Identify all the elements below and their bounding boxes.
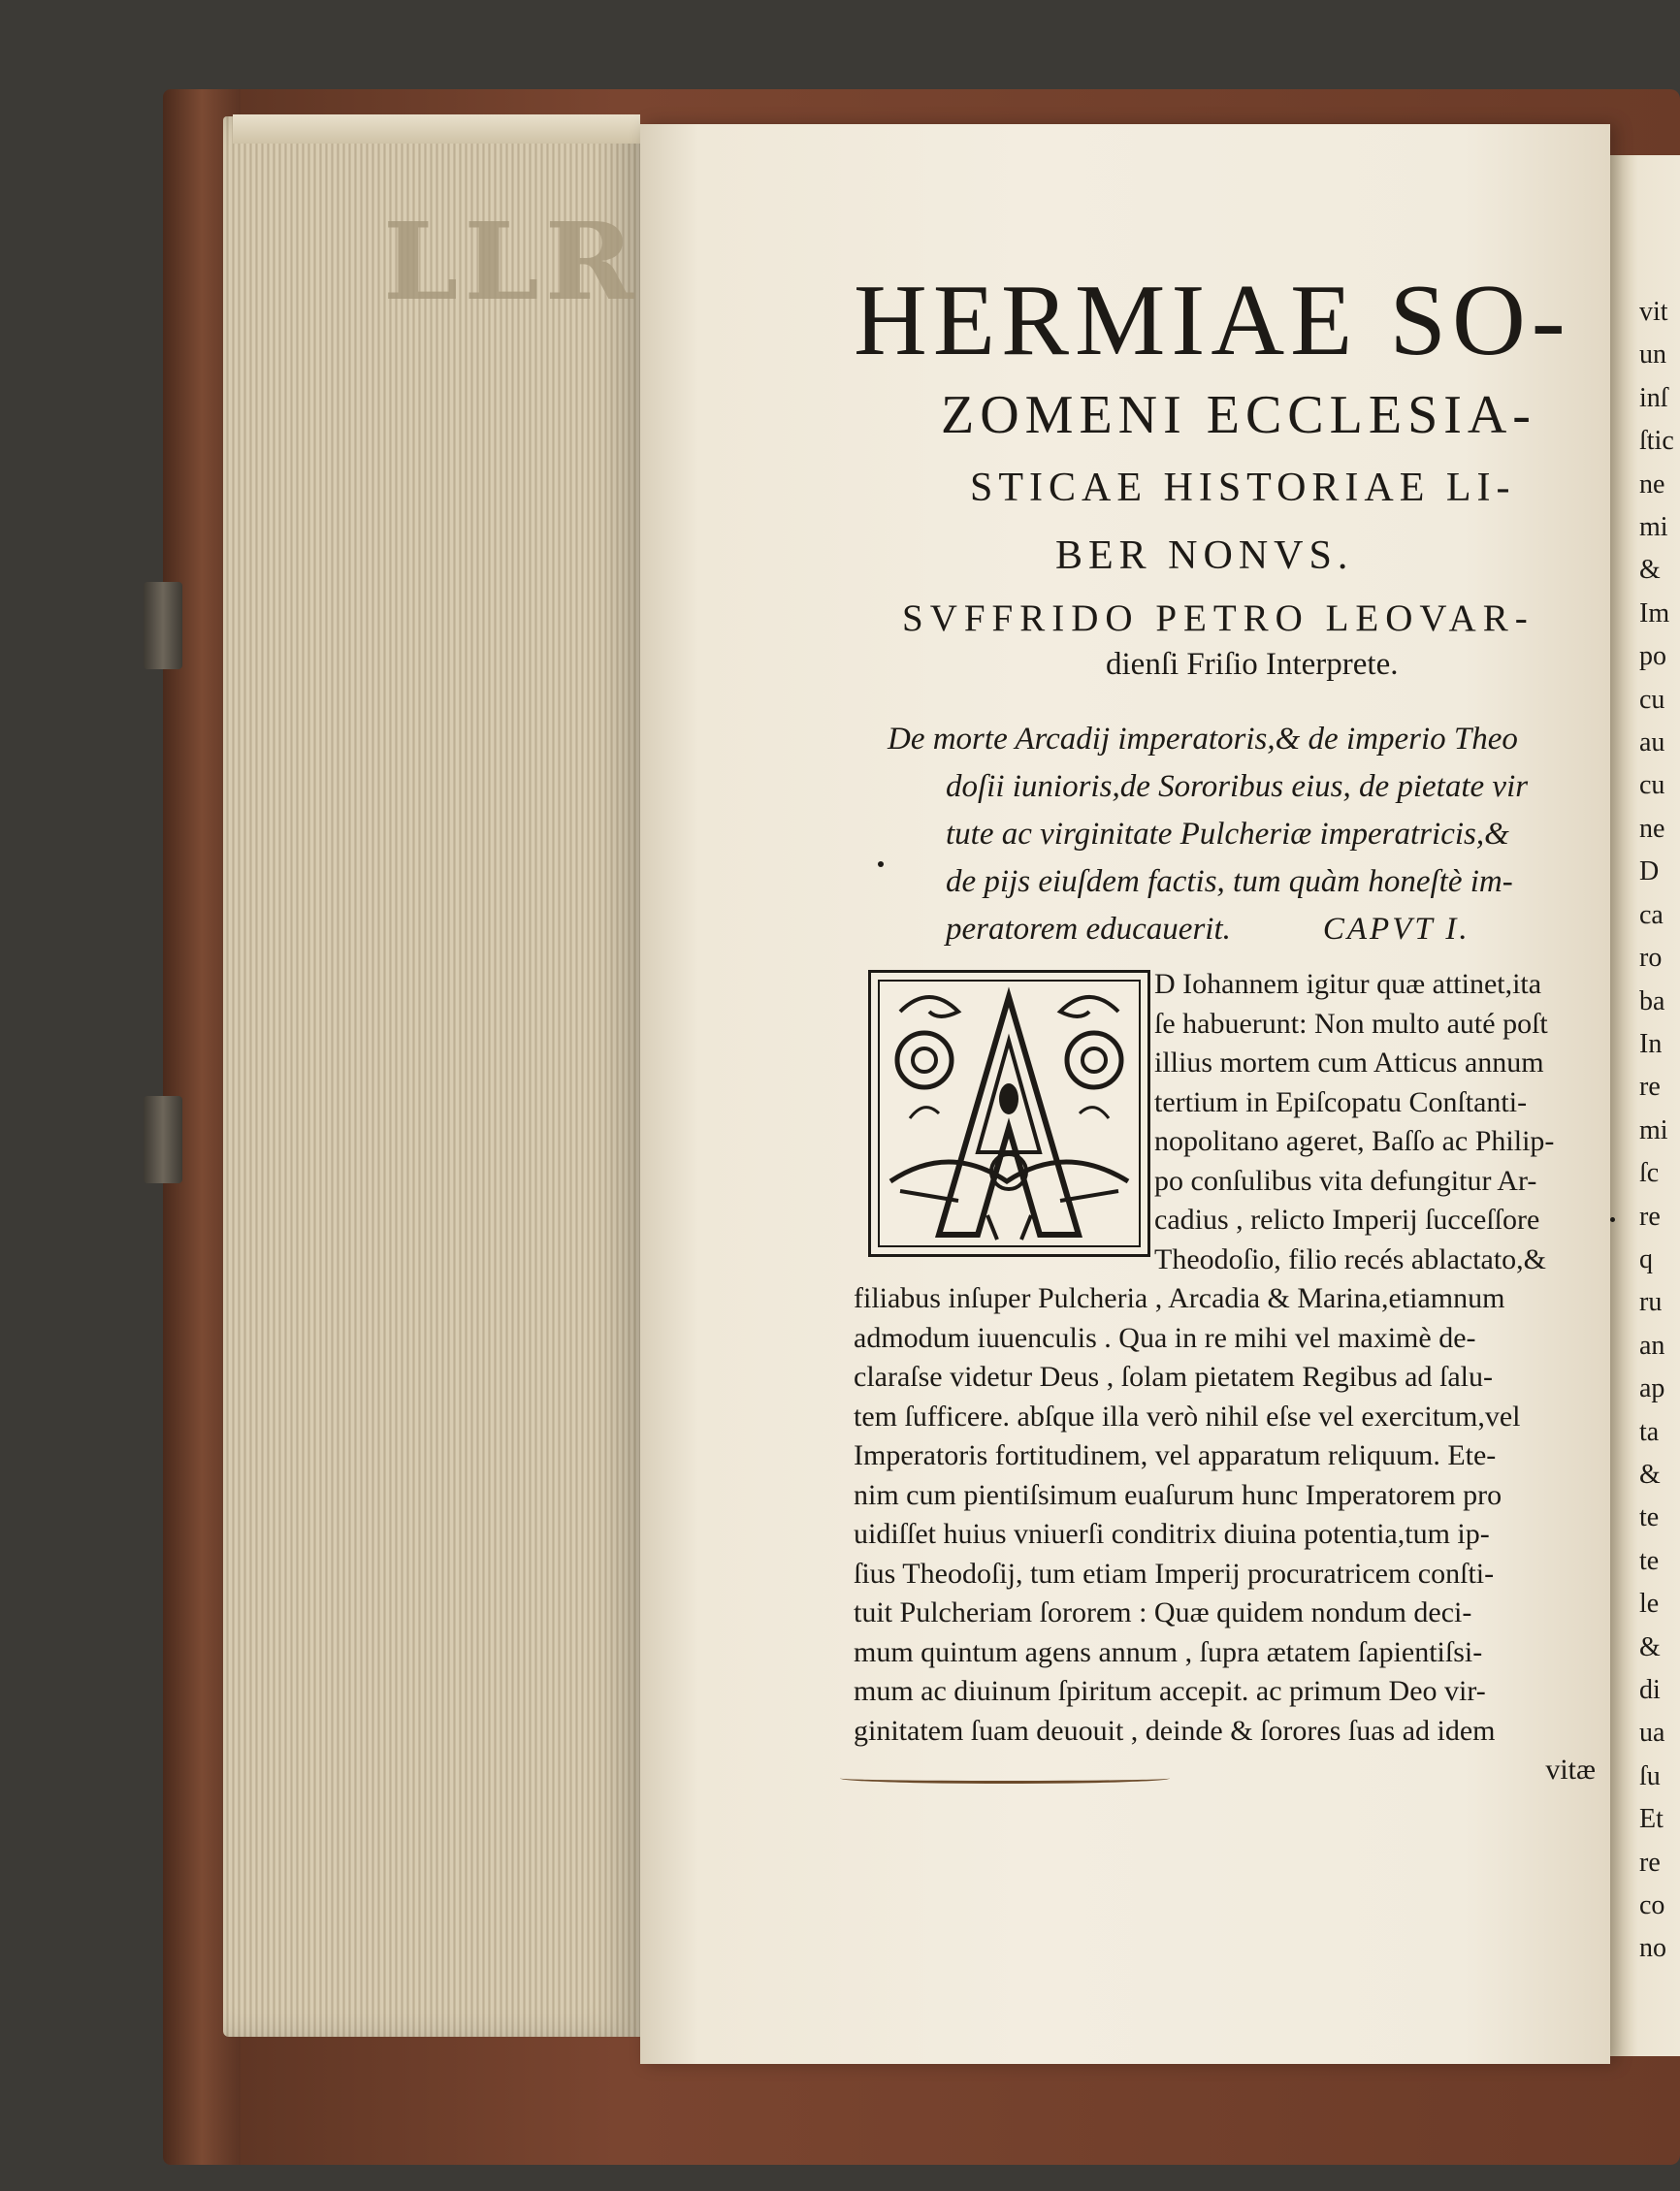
- facing-page-fragment: inſ: [1639, 382, 1668, 413]
- body-line: nim cum pientiſsimum euaſurum hunc Imperatorem pro: [854, 1478, 1502, 1511]
- chapter-heading: CAPVT I.: [1322, 912, 1470, 947]
- facing-page-fragment: &: [1639, 1631, 1661, 1662]
- margin-mark: [1610, 1217, 1615, 1222]
- body-line: ſe habuerunt: Non multo auté poſt: [1154, 1007, 1548, 1040]
- body-line: uidiſſet huius vniuerſi conditrix diuina potentia,tum ip-: [854, 1518, 1490, 1550]
- body-line: ſius Theodoſij, tum etiam Imperij procuratricem conſti-: [854, 1557, 1495, 1590]
- facing-page-fragment: cu: [1639, 770, 1665, 801]
- chapter-summary: [888, 716, 1605, 953]
- facing-page-fragment: re: [1639, 1201, 1661, 1232]
- body-line: Theodoſio, filio recés ablactato,&: [1154, 1242, 1547, 1275]
- facing-page-fragment: Et: [1639, 1804, 1664, 1835]
- facing-page-fragment: ne: [1639, 468, 1665, 499]
- facing-page-fragment: te: [1639, 1545, 1660, 1576]
- clasp-upper: [144, 582, 182, 669]
- facing-page-fragment: ua: [1639, 1718, 1665, 1749]
- facing-page-fragment: un: [1639, 339, 1666, 371]
- facing-page-fragment: ro: [1639, 943, 1663, 974]
- facing-page-fragment: cu: [1639, 684, 1665, 715]
- body-line: cadius , relicto Imperij ſucceſſore: [1154, 1204, 1540, 1236]
- facing-page-fragment: &: [1639, 555, 1661, 586]
- summary-line: tute ac virginitate Pulcheriæ imperatricis,&: [946, 817, 1509, 852]
- summary-line: de pijs eiuſdem factis, tum quàm honeſtè im-: [946, 864, 1513, 899]
- facing-page-text: [1639, 291, 1680, 1971]
- body-line: nopolitano ageret, Baſſo ac Philip-: [1154, 1125, 1555, 1157]
- edge-marking: LLR: [383, 199, 640, 324]
- translator-line-2: dienſi Friſio Interprete.: [1106, 647, 1399, 682]
- body-text: [854, 965, 1610, 1790]
- page-edges-top: [233, 114, 640, 144]
- facing-page-fragment: D: [1639, 856, 1660, 887]
- summary-line-end: peratorem educauerit.: [946, 912, 1231, 947]
- title-line-3: STICAE HISTORIAE LI-: [970, 466, 1516, 510]
- body-line: admodum iuuenculis . Qua in re mihi vel maximè de-: [854, 1321, 1476, 1354]
- body-line: mum quintum agens annum , ſupra ætatem ſapientiſsi-: [854, 1635, 1483, 1668]
- facing-page-fragment: le: [1639, 1589, 1660, 1620]
- facing-page-fragment: te: [1639, 1502, 1660, 1533]
- facing-page-fragment: mi: [1639, 1114, 1668, 1145]
- facing-page-fragment: co: [1639, 1890, 1665, 1921]
- facing-page-fragment: au: [1639, 727, 1665, 758]
- margin-mark: [878, 861, 884, 867]
- facing-page-fragment: ba: [1639, 985, 1665, 1016]
- facing-page-fragment: ca: [1639, 899, 1664, 930]
- summary-line: doſii iunioris,de Sororibus eius, de pietate vir: [946, 769, 1529, 804]
- facing-page-fragment: ſtic: [1639, 426, 1674, 457]
- ink-underline: [840, 1773, 1170, 1784]
- facing-page-fragment: di: [1639, 1675, 1661, 1705]
- body-line: mum ac diuinum ſpiritum accepit. ac primum Deo vir-: [854, 1675, 1486, 1707]
- facing-page-fragment: ta: [1639, 1416, 1660, 1447]
- body-line: tertium in Epiſcopatu Conſtanti-: [1154, 1085, 1528, 1118]
- body-line: D Iohannem igitur quæ attinet,ita: [1154, 968, 1542, 1000]
- body-line: illius mortem cum Atticus annum: [1154, 1047, 1544, 1079]
- body-line: claraſse videtur Deus , ſolam pietatem Regibus ad ſalu-: [854, 1361, 1493, 1393]
- facing-page-fragment: In: [1639, 1028, 1663, 1059]
- body-line: po conſulibus vita defungitur Ar-: [1154, 1164, 1537, 1197]
- facing-page-fragment: ne: [1639, 813, 1665, 844]
- title-line-4: BER NONVS.: [1055, 533, 1354, 578]
- body-line: Imperatoris fortitudinem, vel apparatum reliquum. Ete-: [854, 1439, 1497, 1471]
- summary-line: De morte Arcadij imperatoris,& de imperio Theo: [888, 722, 1518, 757]
- facing-page-fragment: mi: [1639, 512, 1668, 543]
- facing-page-fragment: Im: [1639, 597, 1670, 628]
- clasp-lower: [144, 1096, 182, 1183]
- facing-page-fragment: ap: [1639, 1373, 1665, 1404]
- facing-page-fragment: an: [1639, 1330, 1665, 1361]
- summary-line: [888, 906, 1605, 953]
- facing-page-fragment: po: [1639, 641, 1666, 672]
- title-line-1: HERMIAE SO-: [854, 263, 1571, 376]
- body-line: tuit Pulcheriam ſororem : Quæ quidem nondum deci-: [854, 1596, 1472, 1628]
- facing-page-fragment: ſu: [1639, 1760, 1661, 1791]
- facing-page-fragment: vit: [1639, 297, 1668, 327]
- title-line-2: ZOMENI ECCLESIA-: [941, 385, 1536, 445]
- body-line: tem ſufficere. abſque illa verò nihil eſse vel exercitum,vel: [854, 1400, 1521, 1433]
- translator-line: SVFFRIDO PETRO LEOVAR-: [902, 597, 1535, 639]
- body-line: filiabus inſuper Pulcheria , Arcadia & Marina,etiamnum: [854, 1282, 1505, 1314]
- facing-page-fragment: re: [1639, 1072, 1661, 1103]
- facing-page-fragment: re: [1639, 1847, 1661, 1878]
- facing-page-fragment: no: [1639, 1933, 1666, 1964]
- page-edges: [223, 116, 640, 2037]
- facing-page-fragment: ru: [1639, 1287, 1663, 1318]
- facing-page-fragment: &: [1639, 1459, 1661, 1490]
- body-line: ginitatem ſuam deuouit , deinde & ſorores ſuas ad idem: [854, 1714, 1496, 1747]
- facing-page-fragment: ſc: [1639, 1158, 1660, 1189]
- facing-page-fragment: q: [1639, 1243, 1653, 1274]
- catchword: vitæ: [1545, 1754, 1596, 1786]
